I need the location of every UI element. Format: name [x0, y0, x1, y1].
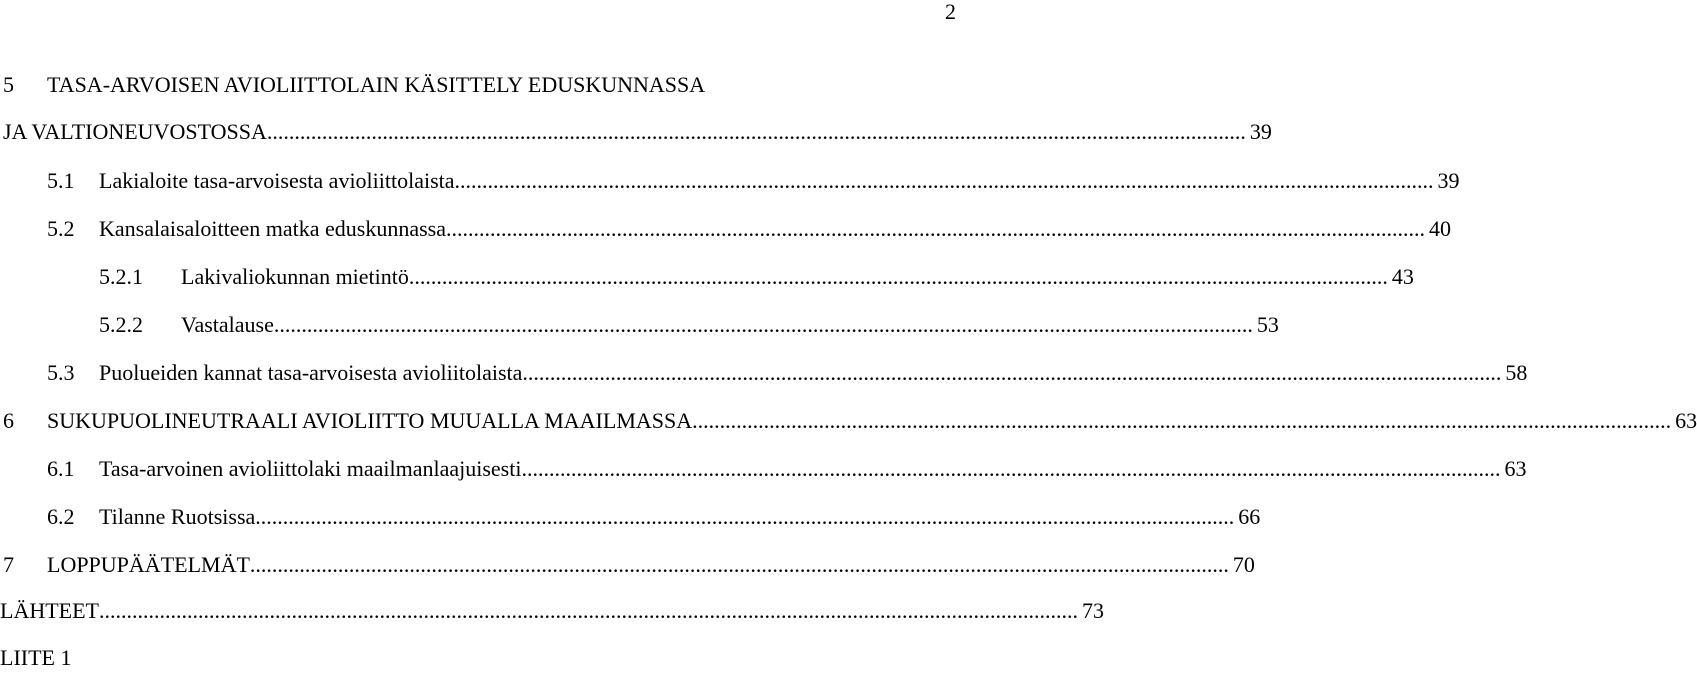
toc-entry-number: 5 — [3, 72, 14, 97]
toc-entry-title: TASA-ARVOISEN AVIOLIITTOLAIN KÄSITTELY EDUSKUNNASSA — [47, 72, 706, 97]
toc-entry-page: 39 — [1249, 119, 1272, 144]
toc-entry-title: Lakialoite tasa-arvoisesta avioliittolaista — [99, 168, 455, 193]
toc-entry-title: LOPPUPÄÄTELMÄT — [47, 552, 250, 577]
dot-leader: .................................................................................................................................................................................. — [522, 360, 1502, 385]
dot-leader: .................................................................................................................................................................................. — [692, 408, 1672, 433]
toc-entry-title: Lakivaliokunnan mietintö — [181, 264, 409, 289]
dot-leader: .................................................................................................................................................................................. — [98, 598, 1078, 623]
toc-entry-number: 5.1 — [47, 168, 75, 193]
toc-entry-title: Tasa-arvoinen avioliittolaki maailmanlaajuisesti — [99, 456, 522, 481]
toc-entry-5-2-1 — [0, 262, 1414, 292]
toc-entry-5-2 — [0, 214, 1452, 244]
toc-entry-number: 6.1 — [47, 456, 75, 481]
dot-leader: .................................................................................................................................................................................. — [454, 168, 1434, 193]
dot-leader: .................................................................................................................................................................................. — [255, 504, 1235, 529]
toc-entry-5-2-2 — [0, 310, 1279, 340]
toc-entry-5-1 — [0, 166, 1460, 196]
toc-entry-number: 5.2.2 — [99, 312, 143, 337]
toc-entry-page: 40 — [1429, 216, 1452, 241]
toc-entry-title: Tilanne Ruotsissa — [99, 504, 256, 529]
toc-entry-title: LIITE 1 — [0, 645, 72, 670]
toc-entry-title: Vastalause — [181, 312, 274, 337]
toc-entry-number: 5.2.1 — [99, 264, 143, 289]
toc-entry-title: Puolueiden kannat tasa-arvoisesta avioliitolaista — [99, 360, 523, 385]
toc-entry-page: 63 — [1504, 456, 1527, 481]
toc-entry-page: 66 — [1238, 504, 1261, 529]
toc-entry-page: 39 — [1437, 168, 1460, 193]
toc-entry-page: 58 — [1505, 360, 1528, 385]
toc-entry-page: 70 — [1232, 552, 1255, 577]
toc-entry-page: 63 — [1675, 408, 1697, 433]
toc-entry-number: 7 — [3, 552, 14, 577]
toc-entry-6-2 — [0, 502, 1261, 532]
dot-leader: .................................................................................................................................................................................. — [249, 552, 1229, 577]
toc-entry-title: JA VALTIONEUVOSTOSSA — [3, 119, 267, 144]
toc-entry-5 — [0, 70, 912, 100]
toc-entry-page: 43 — [1391, 264, 1414, 289]
dot-leader: .................................................................................................................................................................................. — [446, 216, 1426, 241]
toc-entry-7 — [0, 550, 1255, 580]
toc-entry-number: 5.2 — [47, 216, 75, 241]
toc-entry-number: 5.3 — [47, 360, 75, 385]
toc-entry-5-3 — [0, 358, 1528, 388]
toc-entry-number: 6 — [3, 408, 14, 433]
toc-entry-5-continued — [0, 117, 1272, 147]
toc-entry-sources — [0, 596, 1104, 626]
dot-leader: .................................................................................................................................................................................. — [266, 119, 1246, 144]
page-number: 2 — [945, 0, 956, 24]
toc-entry-title: LÄHTEET — [0, 598, 99, 623]
toc-entry-title: SUKUPUOLINEUTRAALI AVIOLIITTO MUUALLA MAAILMASSA — [47, 408, 693, 433]
toc-entry-page: 53 — [1256, 312, 1279, 337]
toc-entry-page: 73 — [1081, 598, 1104, 623]
toc-entry-title: Kansalaisaloitteen matka eduskunnassa — [99, 216, 447, 241]
dot-leader: .................................................................................................................................................................................. — [521, 456, 1501, 481]
toc-entry-appendix-1 — [0, 643, 912, 673]
dot-leader: .................................................................................................................................................................................. — [273, 312, 1253, 337]
toc-entry-number: 6.2 — [47, 504, 75, 529]
dot-leader: .................................................................................................................................................................................. — [408, 264, 1388, 289]
toc-entry-6 — [0, 406, 1697, 436]
toc-entry-6-1 — [0, 454, 1527, 484]
